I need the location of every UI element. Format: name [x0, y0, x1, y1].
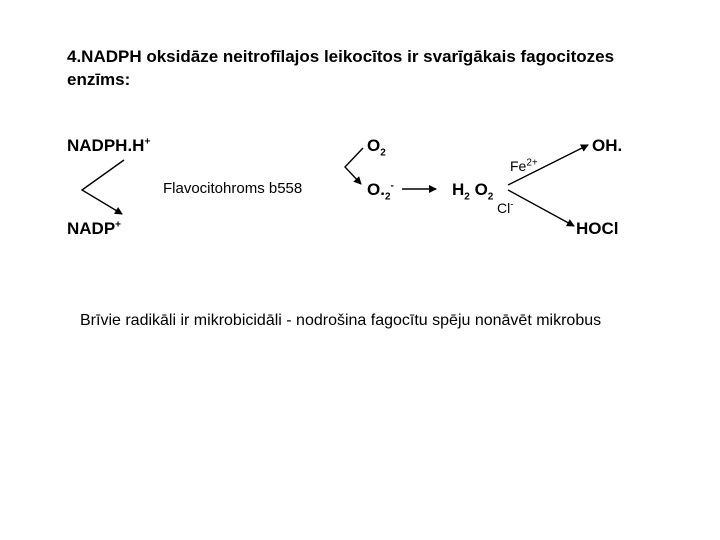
oh-radical-label: OH.: [592, 136, 623, 155]
nadph-h-label: NADPH.H+: [67, 136, 151, 155]
flavocitohroms-label: Flavocitohroms b558: [163, 180, 303, 197]
h2o2-to-hocl-arrow: [508, 190, 574, 226]
nadp-label: NADP+: [67, 219, 122, 238]
o2-to-superoxide-arrow: [345, 148, 363, 184]
o2-label: $O_2$: [367, 136, 386, 159]
conclusion-note: Brīvie radikāli ir mikrobicidāli - nodrošina fagocītu spēju nonāvēt mikrobus: [80, 312, 602, 329]
fe-catalyst-label: $Fe^{2+}$: [510, 157, 538, 174]
nadph-to-nadp-arrow: [82, 160, 124, 214]
h2o2-label: $H_2$ $O_2$: [452, 180, 494, 203]
hocl-label: HOCl: [576, 219, 619, 238]
superoxide-label: $O._2^-$: [367, 180, 394, 203]
cl-label: Cl-: [497, 199, 514, 216]
slide-title: 4.NADPH oksidāze neitrofīlajos leikocītos ir svarīgākais fagocitozes enzīms:: [67, 47, 615, 89]
